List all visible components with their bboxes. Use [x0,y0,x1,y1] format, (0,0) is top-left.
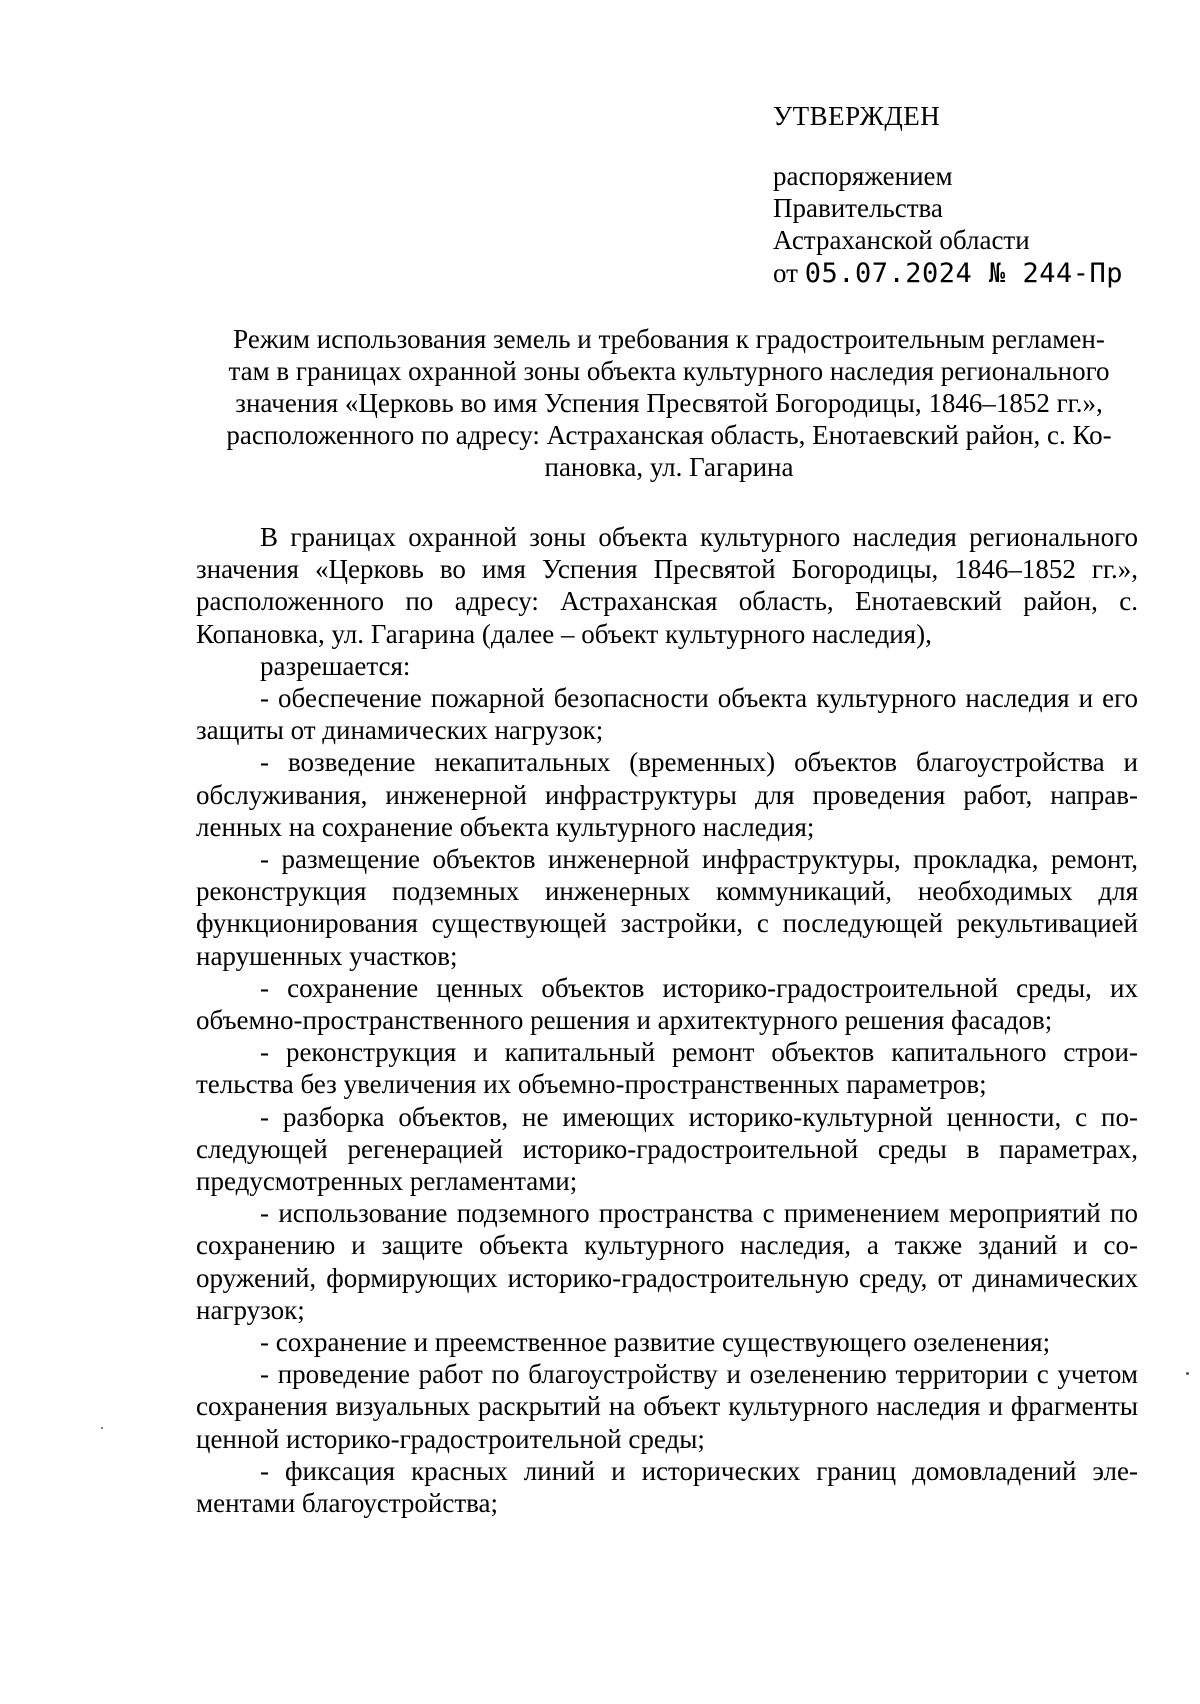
list-item: - обеспечение пожарной безопасности объекта культурного наследия и его защиты от динамических нагрузок; [196,683,1138,746]
title-line: Режим использования земель и требования к градостроительным регламен- [233,324,1105,354]
allowed-label: разрешается: [260,650,411,681]
list-item: - фиксация красных линий и исторических границ домовладений элементами благоустройства; [196,1455,1138,1519]
document-body [196,521,1138,1519]
list-item: - проведение работ по благоустройству и озеленению территории с учетом сохранения визуальных раскрытий на объект культурного наследия и фрагменты ценной историко-градостроительной среды; [196,1359,1138,1454]
list-item: - разборка объектов, не имеющих историко-культурной ценности, с последующей регенерацией историко-градостроительной среды в параметрах, предусмотренных регламентами; [196,1101,1138,1197]
approval-line: распоряжением [773,161,953,191]
approval-line: Астраханской области [773,225,1030,255]
title-line: пановка, ул. Гагарина [544,452,794,482]
document-title [196,323,1142,483]
approval-stamp: УТВЕРЖДЕН [773,101,941,131]
approval-date-number: 05.07.2024 № 244-Пр [804,258,1124,289]
scan-dot [101,1427,103,1429]
list-item: - сохранение и преемственное развитие существующего озеленения; [260,1327,1051,1358]
list-item: - использование подземного пространства с применением мероприятий по сохранению и защите объекта культурного наследия, а также зданий и сооружений, формирующих историко-градостроительную среду, от динамических нагрузок; [196,1198,1138,1325]
title-line: расположенного по адресу: Астраханская область, Енотаевский район, с. Ко- [226,420,1112,450]
approval-block [773,100,1173,290]
title-line: там в границах охранной зоны объекта культурного наследия регионального [228,356,1110,386]
approval-date-line [773,257,1173,290]
title-line: значения «Церковь во имя Успения Пресвятой Богородицы, 1846–1852 гг.», [235,388,1103,418]
list-item: - возведение некапитальных (временных) объектов благоустройства и обслуживания, инженерной инфраструктуры для проведения работ, направленных на сохранение объекта культурного наследия; [196,747,1138,842]
list-item: - реконструкция и капитальный ремонт объектов капитального строительства без увеличения их объемно-пространственных параметров; [196,1037,1138,1100]
approval-line: Правительства [773,193,943,223]
scan-dot [1186,1372,1189,1375]
approval-date-prefix: от [773,258,798,288]
list-item: - сохранение ценных объектов историко-градостроительной среды, их объемно-пространственного решения и архитектурного решения фасадов; [196,972,1138,1036]
intro-paragraph: В границах охранной зоны объекта культурного наследия регионального значения «Церковь во имя Успения Пресвятой Богородицы, 1846–1852 гг.», расположенного по адресу: Астраханская область, Енотаевский район, с. Копановка, ул. Гагарина (далее – объект культурного наследия), [196,522,1138,649]
list-item: - размещение объектов инженерной инфраструктуры, прокладка, ремонт, реконструкция подземных инженерных коммуникаций, необходимых для функционирования существующей застройки, с последующей рекультивацией нарушенных участков; [196,844,1138,971]
